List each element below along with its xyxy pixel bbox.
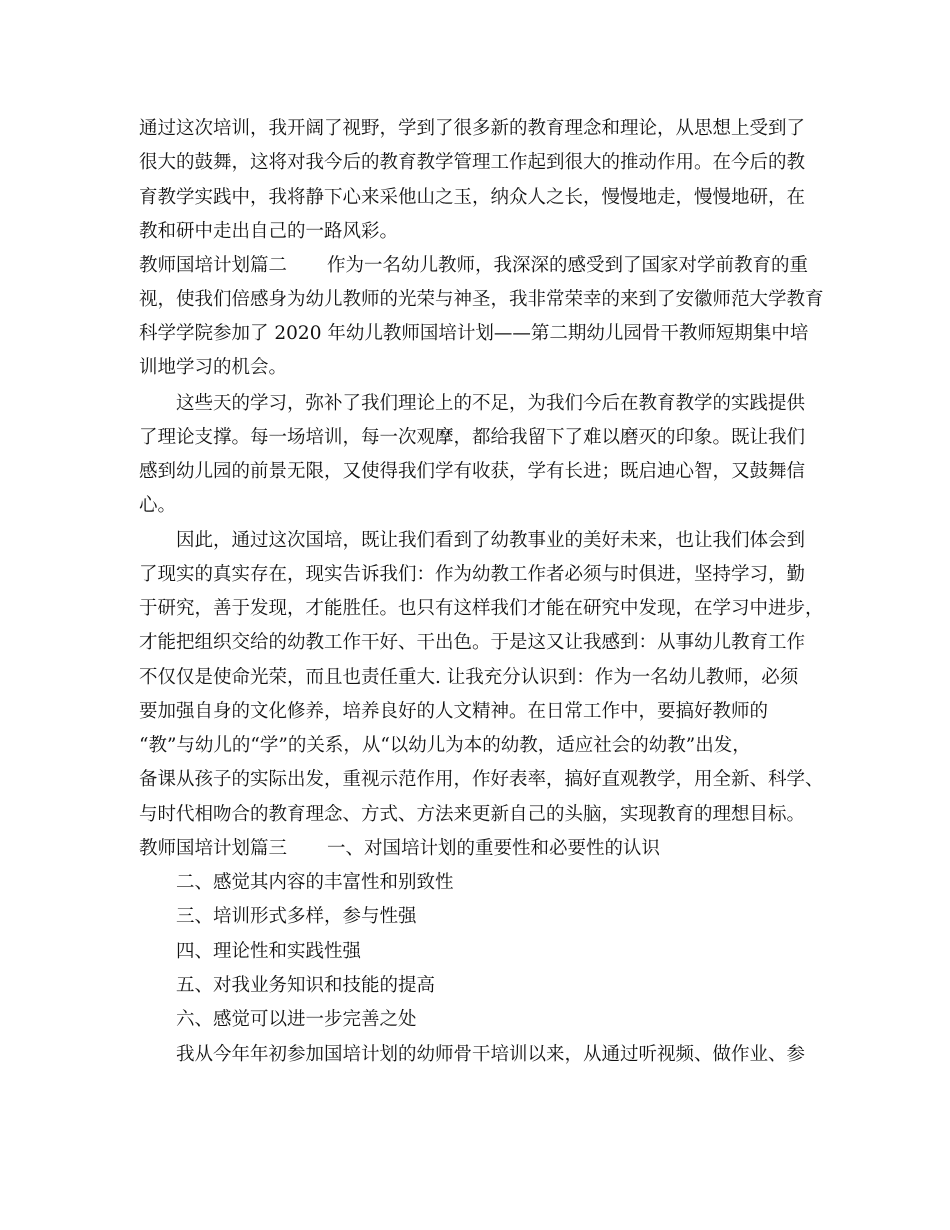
text-line: 很大的鼓舞，这将对我今后的教育教学管理工作起到很大的推动作用。在今后的教 (139, 152, 806, 173)
text-line: 这些天的学习，弥补了我们理论上的不足，为我们今后在教育教学的实践提供 (176, 393, 806, 414)
text-line: 通过这次培训，我开阔了视野，学到了很多新的教育理念和理论，从思想上受到了 (139, 118, 806, 139)
list-item: 二、感觉其内容的丰富性和别致性 (176, 872, 454, 893)
text-line: 了现实的真实存在，现实告诉我们：作为幼教工作者必须与时俱进，坚持学习，勤 (139, 564, 806, 585)
text-line: 我从今年年初参加国培计划的幼师骨干培训以来，从通过听视频、做作业、参 (176, 1044, 806, 1065)
text-line: 教和研中走出自己的一路风彩。 (139, 221, 399, 242)
text-line: “教”与幼儿的“学”的关系，从“以幼儿为本的幼教，适应社会的幼教”出发， (139, 735, 751, 756)
list-item: 五、对我业务知识和技能的提高 (176, 975, 436, 996)
text-line: 科学学院参加了 2020 年幼儿教师国培计划——第二期幼儿园骨干教师短期集中培 (139, 323, 809, 344)
text-line: 不仅仅是使命光荣，而且也责任重大. 让我充分认识到：作为一名幼儿教师，必须 (139, 667, 799, 688)
text-line: 育教学实践中，我将静下心来采他山之玉，纳众人之长，慢慢地走，慢慢地研，在 (139, 187, 806, 208)
list-item: 四、理论性和实践性强 (176, 941, 362, 962)
section-two-line (139, 254, 808, 278)
list-item: 六、感觉可以进一步完善之处 (176, 1009, 417, 1030)
text-line: 心。 (139, 495, 177, 516)
section-two-heading: 教师国培计划篇二 (139, 255, 288, 276)
section-three-text: 一、对国培计划的重要性和必要性的认识 (327, 838, 661, 859)
text-line: 要加强自身的文化修养，培养良好的人文精神。在日常工作中，要搞好教师的 (139, 701, 769, 722)
text-line: 才能把组织交给的幼教工作干好、干出色。于是这又让我感到：从事幼儿教育工作 (139, 632, 806, 653)
text-line: 与时代相吻合的教育理念、方式、方法来更新自己的头脑，实现教育的理想目标。 (139, 804, 806, 825)
text-line: 了理论支撑。每一场培训，每一次观摩，都给我留下了难以磨灭的印象。既让我们 (139, 427, 806, 448)
section-three-line (139, 837, 660, 861)
text-line: 备课从孩子的实际出发，重视示范作用，作好表率，搞好直观教学，用全新、科学、 (139, 769, 824, 790)
section-two-text: 作为一名幼儿教师，我深深的感受到了国家对学前教育的重 (327, 255, 809, 276)
text-line: 于研究，善于发现，才能胜任。也只有这样我们才能在研究中发现，在学习中进步， (139, 598, 824, 619)
section-three-heading: 教师国培计划篇三 (139, 838, 288, 859)
text-line: 因此，通过这次国培，既让我们看到了幼教事业的美好未来，也让我们体会到 (176, 530, 806, 551)
text-line: 训地学习的机会。 (139, 357, 288, 378)
text-line: 视，使我们倍感身为幼儿教师的光荣与神圣，我非常荣幸的来到了安徽师范大学教育 (139, 289, 824, 310)
text-line: 感到幼儿园的前景无限，又使得我们学有收获，学有长进；既启迪心智，又鼓舞信 (139, 461, 806, 482)
list-item: 三、培训形式多样，参与性强 (176, 906, 417, 927)
